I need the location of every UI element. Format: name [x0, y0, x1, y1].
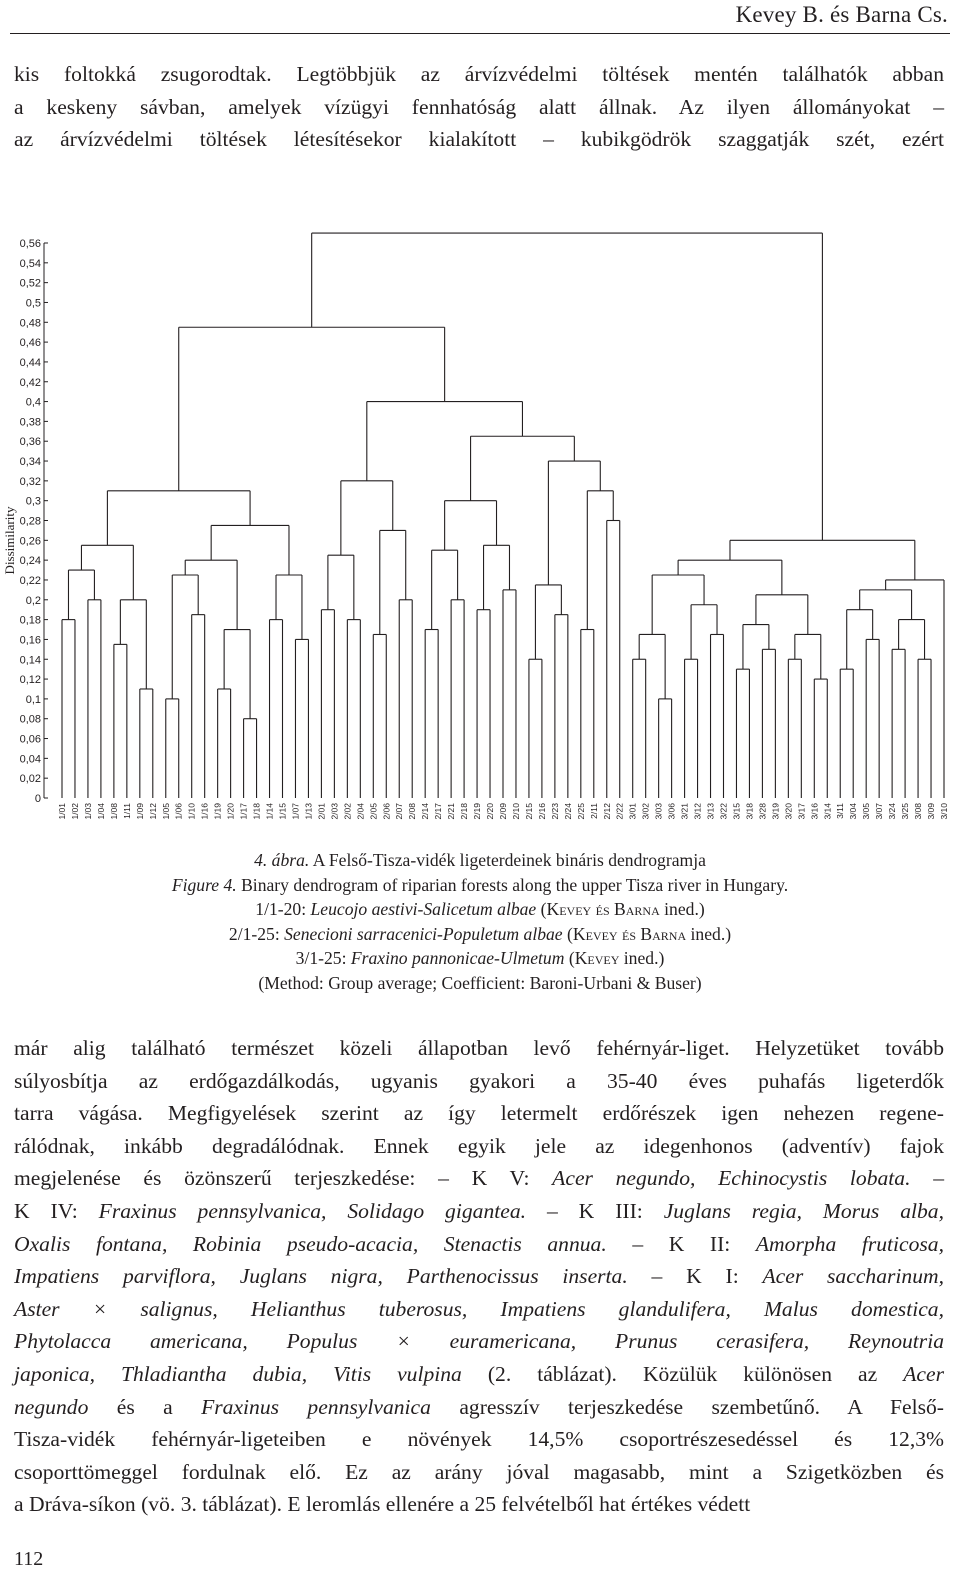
leaf-label: 3/24: [887, 803, 898, 820]
leaf-label: 2/04: [355, 803, 366, 820]
y-tick-label: 0,32: [19, 475, 41, 488]
page-number: 112: [14, 1548, 44, 1570]
leaf-label: 2/15: [523, 803, 534, 820]
y-axis-title: Dissimilarity: [2, 506, 17, 575]
leaf-label: 3/15: [731, 803, 742, 820]
caption-label-hu: 4. ábra.: [254, 850, 310, 870]
group-code: 3/1-25:: [295, 948, 351, 969]
y-tick-label: 0,1: [25, 693, 41, 706]
top-paragraph: [14, 58, 944, 156]
leaf-label: 3/25: [900, 803, 911, 820]
y-tick-label: 0,4: [25, 396, 41, 409]
y-tick-label: 0,14: [19, 654, 41, 667]
caption-method: (Method: Group average; Coefficient: Baroni-Urbani & Buser): [258, 972, 702, 993]
body-paragraph: [14, 1032, 944, 1521]
y-tick-label: 0,46: [19, 337, 41, 350]
leaf-label: 2/12: [601, 803, 612, 820]
caption-text-en: Binary dendrogram of riparian forests along the upper Tisza river in Hungary.: [236, 874, 789, 895]
leaf-label: 1/01: [57, 803, 67, 820]
running-head: Kevey B. és Barna Cs.: [735, 2, 948, 27]
author: Kevey: [574, 948, 620, 969]
text-line: a keskeny sávban, amelyek vízügyi fennhatóság alatt állnak. Az ilyen állományokat –: [14, 94, 944, 119]
leaf-label: 3/08: [913, 803, 924, 820]
y-tick-label: 0,3: [25, 495, 41, 508]
leaf-label: 2/24: [562, 803, 573, 820]
leaf-label: 3/17: [796, 803, 807, 820]
y-tick-label: 0: [34, 793, 41, 805]
dendrogram-figure: [0, 225, 960, 835]
y-tick-label: 0,02: [19, 773, 41, 786]
text-line: Oxalis fontana, Robinia pseudo-acacia, Stenactis annua. – K II: Amorpha fruticosa,: [14, 1231, 944, 1256]
association-name: Fraxino pannonicae-Ulmetum: [350, 948, 565, 969]
y-tick-label: 0,2: [25, 594, 41, 607]
caption-label-en: Figure 4.: [171, 874, 237, 895]
leaf-label: 2/18: [459, 803, 470, 820]
leaf-label: 1/02: [69, 803, 80, 820]
leaf-label: 2/06: [381, 803, 392, 820]
leaf-label: 2/08: [407, 803, 418, 820]
y-tick-label: 0,24: [19, 555, 41, 568]
caption-line-group3: 3/1-25: Fraxino pannonicae-Ulmetum (Kevey ined.): [295, 948, 665, 969]
header-rule: [10, 33, 950, 34]
y-tick-label: 0,06: [19, 733, 41, 746]
author: Kevey és Barna: [546, 899, 660, 920]
leaf-label: 3/14: [822, 803, 833, 820]
leaf-label: 3/06: [666, 803, 677, 820]
leaf-label: 3/19: [770, 803, 781, 820]
text-line: a Dráva-síkon (vö. 3. táblázat). E leromlás ellenére a 25 felvételből hat értékes védett: [14, 1492, 751, 1517]
y-tick-label: 0,34: [19, 456, 41, 469]
y-tick-label: 0,04: [19, 753, 41, 766]
leaf-label: 2/01: [316, 803, 327, 820]
leaf-label: 2/02: [342, 803, 353, 820]
leaf-label: 2/17: [433, 803, 444, 820]
text-line: Aster × salignus, Helianthus tuberosus, Impatiens glandulifera, Malus domestica,: [14, 1296, 944, 1321]
caption-tail: ined.): [619, 948, 665, 969]
leaf-label: 2/19: [472, 803, 483, 820]
leaf-label: 1/03: [82, 803, 93, 820]
caption-line-hu: [0, 848, 960, 873]
y-tick-label: 0,5: [25, 297, 41, 310]
dendrogram-chart: [0, 225, 960, 835]
leaf-label: 2/16: [536, 803, 547, 820]
leaf-label: 1/15: [277, 803, 288, 820]
leaf-label: 1/07: [290, 803, 301, 820]
leaf-label: 2/20: [485, 803, 496, 820]
caption-line-group1: 1/1-20: Leucojo aestivi-Salicetum albae (Kevey és Barna ined.): [255, 899, 705, 920]
group-code: 2/1-25:: [228, 923, 285, 944]
text-line: Tisza-vidék fehérnyár-ligeteiben e növények 14,5% csoportrészesedéssel és 12,3%: [14, 1427, 944, 1452]
leaf-label: 2/25: [575, 803, 586, 820]
text-line: tarra vágása. Megfigyelések szerint az így letermelt erdőrészek igen nehezen regene-: [14, 1101, 944, 1126]
leaf-label: 1/10: [186, 803, 197, 820]
y-tick-label: 0,08: [19, 713, 41, 726]
leaf-label: 3/02: [640, 803, 651, 820]
y-tick-label: 0,38: [19, 416, 41, 429]
y-tick-label: 0,18: [19, 614, 41, 627]
leaf-label: 1/19: [212, 803, 223, 820]
figure-caption: [0, 848, 960, 996]
text-line: Impatiens parviflora, Juglans nigra, Parthenocissus inserta. – K I: Acer saccharinum,: [14, 1264, 944, 1289]
association-name: Leucojo aestivi-Salicetum albae: [310, 899, 537, 920]
caption-line-en: [0, 873, 960, 898]
leaf-label: 2/05: [368, 803, 379, 820]
caption-text-hu: A Felső-Tisza-vidék ligeterdeinek bináris dendrogramja: [309, 850, 706, 870]
text-line: már alig található természet közeli állapotban levő fehérnyár-liget. Helyzetüket tovább: [14, 1036, 944, 1060]
leaf-label: 2/09: [498, 803, 508, 820]
leaf-label: 1/14: [264, 803, 275, 820]
leaf-label: 3/04: [848, 803, 859, 820]
text-line: rálódnak, inkább degradálódnak. Ennek egyik jele az idegenhonos (adventív) fajok: [14, 1133, 944, 1158]
leaf-label: 1/05: [160, 803, 171, 820]
leaf-label: 1/08: [108, 803, 119, 820]
leaf-label: 1/04: [95, 803, 106, 820]
leaf-label: 3/10: [939, 803, 949, 820]
leaf-label: 3/16: [809, 803, 820, 820]
y-tick-label: 0,12: [19, 674, 41, 687]
leaf-label: 2/21: [446, 803, 457, 820]
leaf-label: 1/13: [303, 803, 314, 820]
leaf-label: 3/07: [874, 803, 885, 820]
text-line: az árvízvédelmi töltések létesítésekor kialakított – kubikgödrök szaggatják szét, ezért: [14, 127, 944, 152]
leaf-label: 3/03: [653, 803, 664, 820]
leaf-label: 1/16: [199, 803, 210, 820]
leaf-label: 3/05: [861, 803, 872, 820]
y-tick-label: 0,44: [19, 356, 41, 369]
text-line: japonica, Thladiantha dubia, Vitis vulpina (2. táblázat). Közülük különösen az Acer: [14, 1361, 944, 1386]
text-line: Phytolacca americana, Populus × euramericana, Prunus cerasifera, Reynoutria: [14, 1329, 944, 1354]
text-line: negundo és a Fraxinus pennsylvanica agresszív terjeszkedése szembetűnő. A Felső-: [14, 1394, 944, 1419]
y-tick-label: 0,56: [19, 238, 41, 250]
caption-line-group2: 2/1-25: Senecioni sarracenici-Populetum albae (Kevey és Barna ined.): [228, 923, 732, 944]
caption-tail: ined.): [686, 923, 732, 944]
author: Kevey és Barna: [572, 923, 687, 944]
leaf-label: 3/11: [835, 803, 846, 819]
leaf-label: 1/12: [147, 803, 158, 820]
y-tick-label: 0,16: [19, 634, 41, 647]
leaf-label: 2/23: [549, 803, 560, 820]
y-tick-label: 0,52: [19, 277, 41, 290]
leaf-label: 2/14: [420, 803, 431, 820]
y-tick-label: 0,22: [19, 574, 41, 587]
leaf-label: 1/20: [225, 803, 236, 820]
leaf-label: 3/20: [783, 803, 794, 820]
y-tick-label: 0,26: [19, 535, 41, 548]
caption-tail: ined.): [659, 899, 705, 920]
y-tick-label: 0,48: [19, 317, 41, 330]
leaf-label: 2/10: [510, 803, 521, 820]
y-tick-label: 0,28: [19, 515, 41, 528]
y-tick-label: 0,36: [19, 436, 41, 449]
leaf-label: 1/17: [238, 803, 249, 820]
leaf-label: 1/06: [173, 803, 184, 820]
group-code: 1/1-20:: [255, 899, 311, 920]
text-line: súlyosbítja az erdőgazdálkodás, ugyanis gyakori a 35-40 éves puhafás ligeterdők: [14, 1068, 944, 1093]
association-name: Senecioni sarracenici-Populetum albae: [284, 923, 563, 944]
text-line: K IV: Fraxinus pennsylvanica, Solidago gigantea. – K III: Juglans regia, Morus alba,: [14, 1198, 944, 1223]
y-tick-label: 0,54: [19, 257, 41, 270]
leaf-label: 3/21: [679, 803, 690, 820]
text-line: csoporttömeggel fordulnak elő. Ez az arány jóval magasabb, mint a Szigetközben és: [14, 1459, 944, 1484]
leaf-label: 3/28: [757, 803, 768, 820]
leaf-label: 2/03: [329, 803, 340, 820]
leaf-label: 3/22: [718, 803, 729, 820]
leaf-label: 3/09: [926, 803, 937, 820]
leaf-label: 2/11: [588, 803, 599, 819]
text-line: kis foltokká zsugorodtak. Legtöbbjük az árvízvédelmi töltések mentén találhatók abban: [14, 62, 944, 86]
leaf-label: 3/12: [692, 803, 703, 820]
leaf-label: 2/07: [394, 803, 405, 820]
leaf-label: 1/09: [134, 803, 145, 820]
leaf-label: 3/01: [627, 803, 638, 820]
leaf-label: 1/18: [251, 803, 262, 820]
leaf-label: 2/22: [614, 803, 625, 820]
leaf-label: 3/18: [744, 803, 755, 820]
y-tick-label: 0,42: [19, 376, 41, 389]
text-line: megjelenése és özönszerű terjeszkedése: – K V: Acer negundo, Echinocystis lobata. –: [14, 1166, 944, 1191]
leaf-label: 3/13: [705, 803, 716, 820]
leaf-label: 1/11: [121, 803, 132, 819]
